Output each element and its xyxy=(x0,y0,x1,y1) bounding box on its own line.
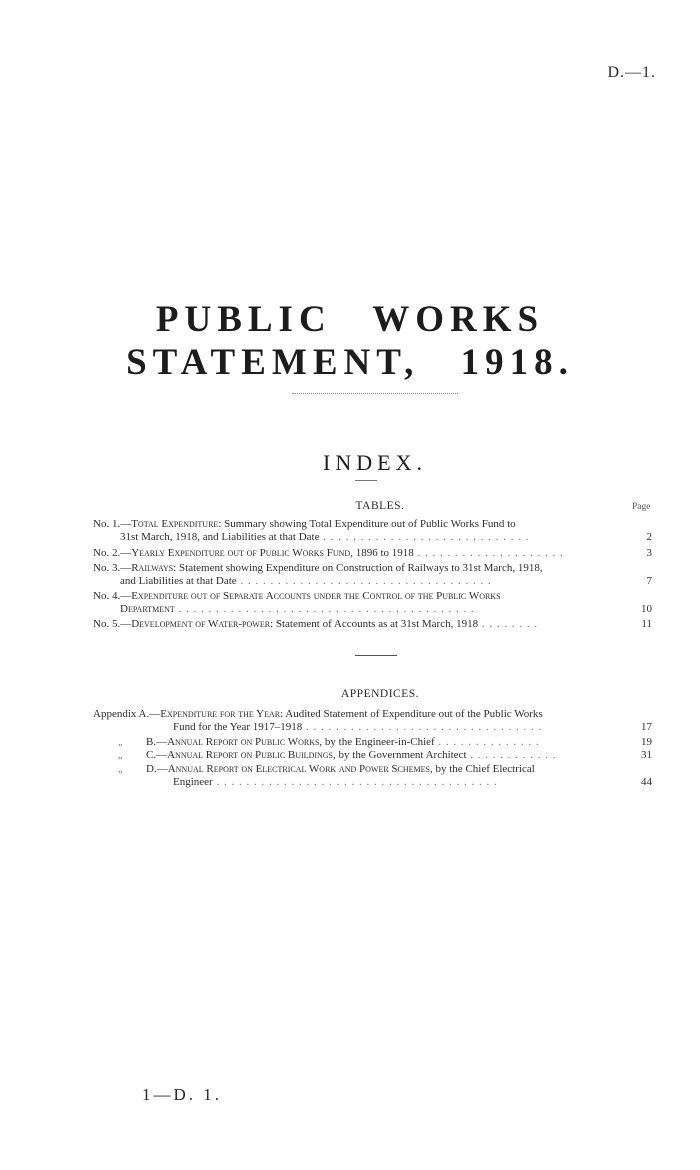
entry-description: , 1896 to 1918 xyxy=(350,547,414,559)
dotted-divider xyxy=(292,393,458,394)
ditto-mark: „ xyxy=(118,737,123,748)
entry-continuation: 31st March, 1918, and Liabilities at that Date xyxy=(120,531,320,543)
ditto-mark: „ xyxy=(118,764,123,775)
appendix-entry: C.—Annual Report on Public Buildings, by the Government Architect . . . . . . . . . . . . xyxy=(146,749,557,761)
table-entry: No. 4.—Expenditure out of Separate Accounts under the Control of the Public Works Department . . . . . . . . . . . . . . . . . . . . . . . . . . . . . . . . . . . . . . . . xyxy=(93,590,501,615)
entry-number: No. 4.— xyxy=(93,590,132,602)
entry-number: Appendix A.— xyxy=(93,708,161,720)
table-entry: No. 1.—Total Expenditure: Summary showing Total Expenditure out of Public Works Fund to 31st March, 1918, and Liabilities at that Date . . . . . . . . . . . . . . . . . . . . . . . . . . . . xyxy=(93,518,530,543)
table-entry: No. 2.—Yearly Expenditure out of Public Works Fund, 1896 to 1918 . . . . . . . . . . . . . . . . . . . . xyxy=(93,547,564,559)
page-number: 11 xyxy=(641,618,652,630)
entry-title: Expenditure for the Year xyxy=(160,708,281,720)
entry-title: Annual Report on Public Works xyxy=(167,736,320,748)
entry-title: Expenditure out of Separate Accounts under the Control of the Public Works xyxy=(131,590,501,602)
page-number: 10 xyxy=(641,603,652,615)
page-number: 31 xyxy=(641,749,652,761)
entry-title: Railways xyxy=(131,562,174,574)
entry-continuation: Department xyxy=(120,603,175,615)
page-number: 19 xyxy=(641,736,652,748)
entry-description: : Statement showing Expenditure on Construction of Railways to 31st March, 1918, xyxy=(173,562,543,574)
ditto-mark: „ xyxy=(118,750,123,761)
page-number: 44 xyxy=(641,776,652,788)
entry-title: Annual Report on Electrical Work and Power Schemes xyxy=(167,763,430,775)
index-heading: INDEX. xyxy=(323,450,427,475)
entry-number: No. 2.— xyxy=(93,547,132,559)
page-number: 2 xyxy=(646,531,652,543)
appendix-entry: B.—Annual Report on Public Works, by the Engineer-in-Chief . . . . . . . . . . . . . . xyxy=(146,736,540,748)
section-divider xyxy=(355,655,397,656)
appendix-entry: D.—Annual Report on Electrical Work and Power Schemes, by the Chief Electrical Engineer . . . . . . . . . . . . . . . . . . . . . . . . . . . . . . . . . . . . . . xyxy=(146,763,535,788)
entry-description: : Summary showing Total Expenditure out of Public Works Fund to xyxy=(218,518,516,530)
entry-title: Development of Water-power xyxy=(131,618,271,630)
entry-description: , by the Engineer-in-Chief xyxy=(319,736,435,748)
entry-number: No. 3.— xyxy=(93,562,132,574)
table-entry: No. 3.—Railways: Statement showing Expenditure on Construction of Railways to 31st March, 1918, and Liabilities at that Date . . . . . . . . . . . . . . . . . . . . . . . . . . . . . . . . . . xyxy=(93,562,543,587)
entry-title: Annual Report on Public Buildings xyxy=(167,749,334,761)
entry-number: D.— xyxy=(146,763,168,775)
page-column-label: Page xyxy=(632,502,651,512)
entry-number: No. 5.— xyxy=(93,618,132,630)
entry-continuation: and Liabilities at that Date xyxy=(120,575,237,587)
appendix-entry: Appendix A.—Expenditure for the Year: Audited Statement of Expenditure out of the Public Works Fund for the Year 1917–1918 . . . . . . . . . . . . . . . . . . . . . . . . . . . . . . . . xyxy=(93,708,543,733)
document-title: PUBLIC WORKS STATEMENT, 1918. xyxy=(126,299,574,383)
entry-title: Yearly Expenditure out of Public Works Fund xyxy=(131,547,351,559)
entry-number: C.— xyxy=(146,749,168,761)
tables-heading: TABLES. xyxy=(355,500,405,512)
index-underline xyxy=(355,480,377,481)
entry-number: No. 1.— xyxy=(93,518,132,530)
entry-title: Total Expenditure xyxy=(131,518,219,530)
entry-continuation: Engineer xyxy=(173,776,213,788)
entry-description: , by the Government Architect xyxy=(333,749,467,761)
entry-description: , by the Chief Electrical xyxy=(430,763,535,775)
appendices-heading: APPENDICES. xyxy=(340,688,420,700)
entry-description: : Statement of Accounts as at 31st March, 1918 xyxy=(270,618,479,630)
footer-reference: 1—D. 1. xyxy=(142,1085,223,1104)
page-reference: D.—1. xyxy=(607,64,656,81)
page-number: 3 xyxy=(646,547,652,559)
page-number: 17 xyxy=(641,721,652,733)
table-entry: No. 5.—Development of Water-power: Statement of Accounts as at 31st March, 1918 . . . . . . . . xyxy=(93,618,539,630)
page-number: 7 xyxy=(646,575,652,587)
entry-continuation: Fund for the Year 1917–1918 xyxy=(173,721,303,733)
entry-description: : Audited Statement of Expenditure out of the Public Works xyxy=(280,708,543,720)
entry-number: B.— xyxy=(146,736,168,748)
